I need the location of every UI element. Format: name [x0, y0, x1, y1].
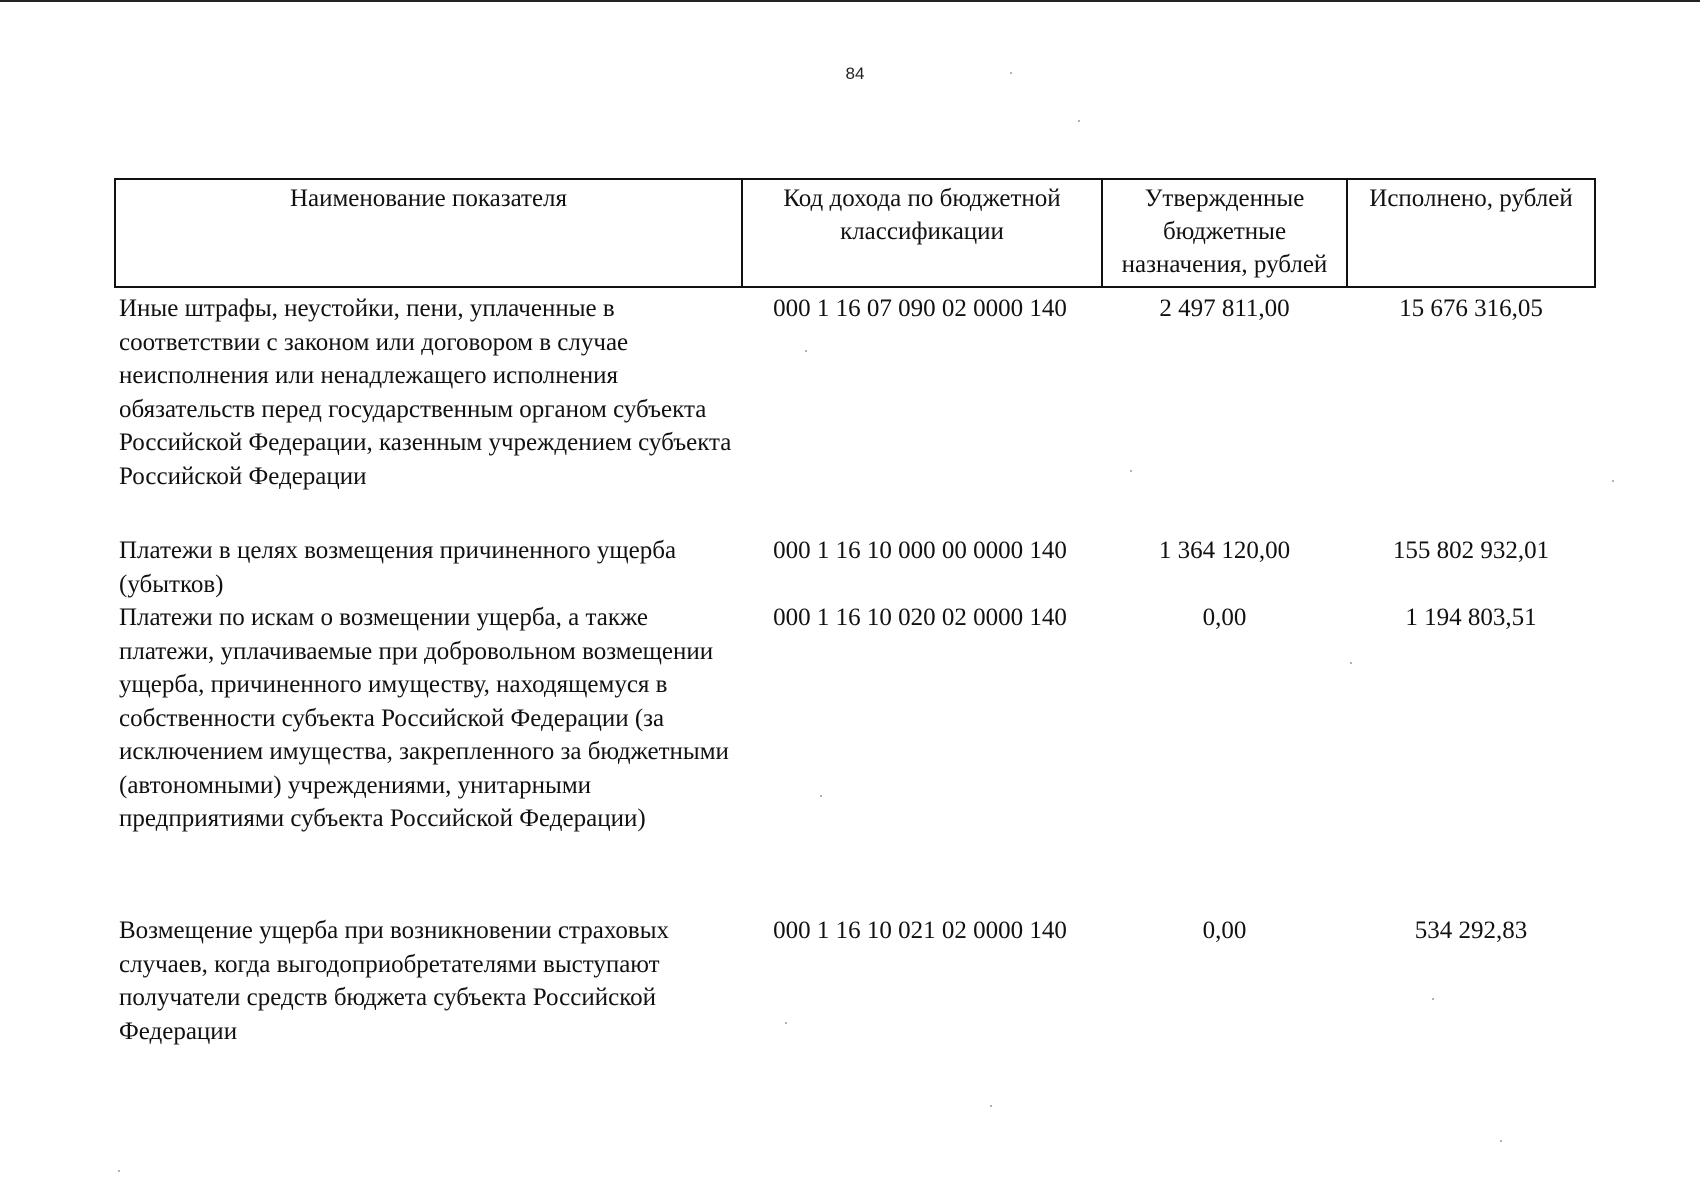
scan-speck [1130, 470, 1132, 472]
income-code-cell: 000 1 16 10 021 02 0000 140 [773, 917, 1067, 944]
page-number: 84 [845, 64, 865, 83]
indicator-name-cell: Платежи в целях возмещения причиненного ущерба (убытков) [119, 537, 677, 598]
income-code-cell: 000 1 16 07 090 02 0000 140 [773, 295, 1067, 322]
table-row [115, 287, 1595, 534]
scan-speck [1500, 1140, 1502, 1142]
scan-top-border [0, 0, 1700, 2]
scan-speck [1010, 72, 1012, 74]
header-indicator-name: Наименование показателя [115, 179, 742, 287]
scan-speck [118, 1170, 120, 1172]
scan-speck [805, 350, 807, 352]
income-code-cell: 000 1 16 10 020 02 0000 140 [773, 604, 1067, 631]
scan-speck [1612, 480, 1614, 482]
table-row [115, 601, 1595, 914]
table-row [115, 534, 1595, 601]
approved-amount-cell: 1 364 120,00 [1158, 537, 1291, 564]
scan-speck [1350, 662, 1352, 664]
executed-amount-cell: 1 194 803,51 [1405, 604, 1537, 631]
executed-amount-cell: 155 802 932,01 [1392, 537, 1550, 564]
table-row [115, 914, 1595, 1054]
header-executed-amount: Исполнено, рублей [1347, 179, 1595, 287]
approved-amount-cell: 0,00 [1202, 917, 1247, 944]
executed-amount-cell: 15 676 316,05 [1399, 295, 1543, 322]
approved-amount-cell: 2 497 811,00 [1159, 295, 1290, 322]
scan-speck [1078, 120, 1080, 122]
scan-speck [785, 1022, 787, 1024]
header-approved-amount: Утвержденные бюджетные назначения, рублей [1102, 179, 1347, 287]
header-income-code: Код дохода по бюджетной классификации [742, 179, 1102, 287]
income-code-cell: 000 1 16 10 000 00 0000 140 [773, 537, 1067, 564]
indicator-name-cell: Платежи по искам о возмещении ущерба, а также платежи, уплачиваемые при добровольном возмещении ущерба, причиненного имуществу, находящемуся в собственности субъекта Российской Федерации (за исключением имущества, закрепленного за бюджетными (автономными) учреждениями, унитарными предприятиями субъекта Российской Федерации) [119, 604, 729, 832]
scan-speck [1432, 998, 1434, 1000]
indicator-name-cell: Возмещение ущерба при возникновении страховых случаев, когда выгодоприобретателями выступают получатели средств бюджета субъекта Российской Федерации [119, 917, 669, 1045]
scan-speck [990, 1105, 992, 1107]
table-header-row [115, 179, 1595, 287]
scan-speck [820, 795, 822, 797]
approved-amount-cell: 0,00 [1202, 604, 1247, 631]
executed-amount-cell: 534 292,83 [1414, 917, 1528, 944]
indicator-name-cell: Иные штрафы, неустойки, пени, уплаченные в соответствии с законом или договором в случае неисполнения или ненадлежащего исполнения обязательств перед государственным органом субъекта Российской Федерации, казенным учреждением субъекта Российской Федерации [119, 295, 732, 490]
budget-income-table [114, 178, 1596, 1054]
